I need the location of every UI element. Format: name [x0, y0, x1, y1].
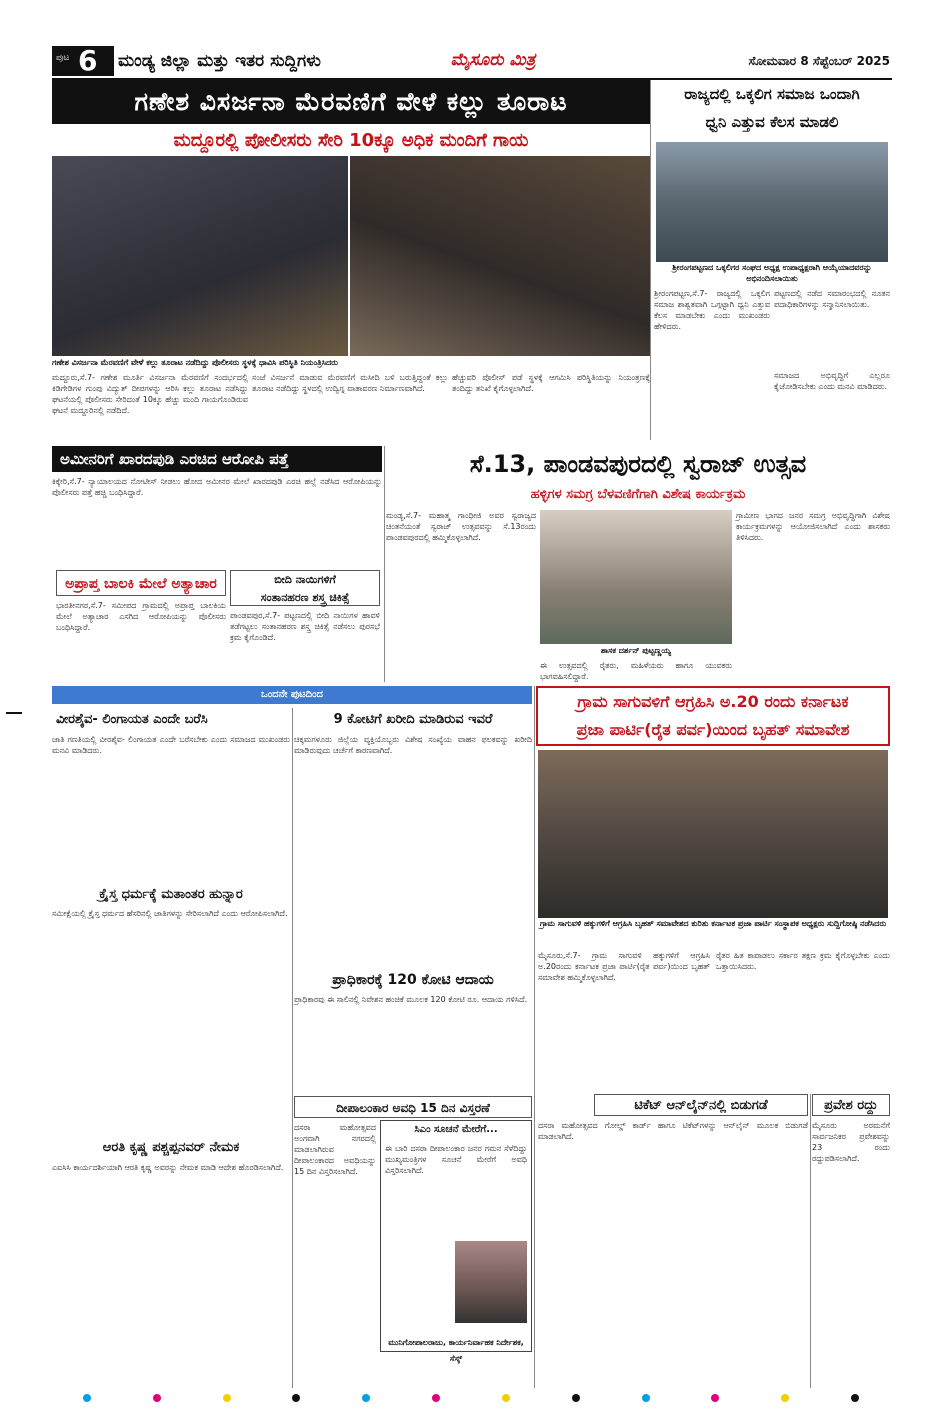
column-rule — [534, 686, 535, 1388]
right-lead-body-col-2: ಪಟ್ಟಣದಲ್ಲಿ ನಡೆದ ಸಮಾರಂಭದಲ್ಲಿ ನೂತನ ಪದಾಧಿಕಾರಿಗಳನ್ನು ಸನ್ಮಾನಿಸಲಾಯಿತು. — [774, 289, 890, 309]
story-h-body: ಪ್ರಾಧಿಕಾರವು ಈ ಸಾಲಿನಲ್ಲಿ ನಿವೇಶನ ಹಂಚಿಕೆ ಮೂಲಕ 120 ಕೋಟಿ ರೂ. ಆದಾಯ ಗಳಿಸಿದೆ. — [294, 995, 528, 1004]
column-rule — [292, 708, 293, 1388]
story-f-body: ಚಿಕ್ಕಮಗಳೂರು ಜಿಲ್ಲೆಯ ವ್ಯಕ್ತಿಯೊಬ್ಬರು ವಿಶೇಷ ಸಂಖ್ಯೆಯ ವಾಹನ ಫಲಕವನ್ನು ಖರೀದಿ ಮಾಡಿರುವುದು ಚರ್ಚೆಗೆ ಕಾರಣವಾಗಿದೆ. — [294, 735, 532, 755]
story-b-photo-portrait — [540, 510, 732, 644]
right-lead-photo-group — [656, 142, 888, 262]
story-g-headline: ಕ್ರೈಸ್ತ ಧರ್ಮಕ್ಕೆ ಮತಾಂತರ ಹುನ್ನಾರ — [99, 887, 243, 902]
margin-mark — [6, 712, 22, 714]
story-d-headline-line-1: ಬೀದಿ ನಾಯಿಗಳಿಗೆ — [274, 573, 336, 586]
right-lead-headline-line-2: ಧ್ವನಿ ಎತ್ತುವ ಕೆಲಸ ಮಾಡಲಿ — [705, 113, 839, 131]
column-rule — [810, 1094, 811, 1388]
registration-dot — [851, 1394, 859, 1402]
continued-from-front-band: ಒಂದನೇ ಪುಟದಿಂದ — [52, 686, 532, 704]
story-j-body: ಎಐಸಿಸಿ ಕಾರ್ಯದರ್ಶಿಯಾಗಿ ಆರತಿ ಕೃಷ್ಣ ಅವರನ್ನು ನೇಮಕ ಮಾಡಿ ಆದೇಶ ಹೊರಡಿಸಲಾಗಿದೆ. — [52, 1163, 284, 1172]
red-box-photo-caption: ಗ್ರಾಮ ಸಾಗುವಳಿ ಹಕ್ಕುಗಳಿಗೆ ಆಗ್ರಹಿಸಿ ಬೃಹತ್ ಸಮಾವೇಶದ ಕುರಿತು ಕರ್ನಾಟಕ ಪ್ರಜಾ ಪಾರ್ಟಿ ಸಂಸ್ಥಾಪಕ ಅಧ್ಯಕ್ಷರು ಸುದ್ದಿಗೋಷ್ಠಿ ನಡೆಸಿದರು — [539, 919, 887, 928]
registration-dot — [223, 1394, 231, 1402]
registration-dot — [153, 1394, 161, 1402]
registration-dot — [781, 1394, 789, 1402]
story-i-headline: ದೀಪಾಲಂಕಾರ ಅವಧಿ 15 ದಿನ ವಿಸ್ತರಣೆ — [294, 1096, 532, 1118]
story-b-body-col-1: ಮಂಡ್ಯ,ಸೆ.7- ಮಹಾತ್ಮ ಗಾಂಧೀಜಿ ಅವರ ಸ್ವರಾಜ್ಯದ ಚಿಂತನೆಯಂತೆ ಸ್ವರಾಜ್ ಉತ್ಸವವನ್ನು ಸೆ.13ರಂದು ಪಾಂಡವಪುರದಲ್ಲಿ ಹಮ್ಮಿಕೊಳ್ಳಲಾಗಿದೆ. — [386, 511, 536, 542]
story-a-body: ಕಿಕ್ಕೇರಿ,ಸೆ.7- ನ್ಯಾಯಾಲಯದ ನೋಟೀಸ್ ನೀಡಲು ಹೋದ ಅಮೀನರ ಮೇಲೆ ಖಾರದಪುಡಿ ಎರಚಿ ಹಲ್ಲೆ ನಡೆಸಿದ ಆರೋಪಿಯನ್ನು ಪೊಲೀಸರು ಪತ್ತೆ ಹಚ್ಚಿ ಬಂಧಿಸಿದ್ದಾರೆ. — [52, 477, 382, 497]
column-rule — [384, 446, 385, 682]
registration-dot — [642, 1394, 650, 1402]
registration-dot — [502, 1394, 510, 1402]
registration-dot — [362, 1394, 370, 1402]
story-c-headline: ಅಪ್ರಾಪ್ತ ಬಾಲಕಿ ಮೇಲೆ ಅತ್ಯಾಚಾರ — [56, 570, 226, 596]
lead-subheadline: ಮದ್ದೂರಲ್ಲಿ ಪೋಲೀಸರು ಸೇರಿ 10ಕ್ಕೂ ಅಧಿಕ ಮಂದಿಗೆ ಗಾಯ — [173, 130, 529, 151]
story-e-headline: ವೀರಶೈವ- ಲಿಂಗಾಯತ ಎಂದೇ ಬರೆಸಿ — [56, 712, 208, 727]
story-b-headline: ಸೆ.13, ಪಾಂಡವಪುರದಲ್ಲಿ ಸ್ವರಾಜ್ ಉತ್ಸವ — [469, 450, 807, 478]
right-lead-body-col-3: ಸಮಾಜದ ಅಭಿವೃದ್ಧಿಗೆ ಎಲ್ಲರೂ ಕೈಜೋಡಿಸಬೇಕು ಎಂದು ಮನವಿ ಮಾಡಿದರು. — [774, 371, 890, 391]
right-lead-headline — [654, 80, 890, 140]
color-registration-strip — [52, 1392, 890, 1404]
red-box-headline-line-2: ಪ್ರಜಾ ಪಾರ್ಟಿ(ರೈತ ಪರ್ವ)ಯಿಂದ ಬೃಹತ್ ಸಮಾವೇಶ — [576, 720, 850, 739]
story-l-headline: ಪ್ರವೇಶ ರದ್ದು — [812, 1094, 890, 1116]
story-d-headline — [230, 570, 380, 606]
page-number: 6 — [78, 44, 98, 77]
story-c-body: ಭಾರತೀನಗರ,ಸೆ.7- ಸಮೀಪದ ಗ್ರಾಮದಲ್ಲಿ ಅಪ್ರಾಪ್ತ ಬಾಲಕಿಯ ಮೇಲೆ ಅತ್ಯಾಚಾರ ಎಸಗಿದ ಆರೋಪಿಯನ್ನು ಪೊಲೀಸರು ಬಂಧಿಸಿದ್ದಾರೆ. — [56, 601, 226, 632]
column-rule — [650, 80, 651, 440]
registration-dot — [572, 1394, 580, 1402]
story-b-subheadline: ಹಳ್ಳಿಗಳ ಸಮಗ್ರ ಬೆಳವಣಿಗೆಗಾಗಿ ವಿಶೇಷ ಕಾರ್ಯಕ್ರಮ — [530, 487, 746, 502]
story-b-body-col-3: ಈ ಉತ್ಸವದಲ್ಲಿ ರೈತರು, ಮಹಿಳೆಯರು ಹಾಗೂ ಯುವಕರು ಭಾಗವಹಿಸಲಿದ್ದಾರೆ. — [540, 661, 732, 681]
red-box-photo-meeting — [538, 750, 888, 918]
red-box-headline-line-1: ಗ್ರಾಮ ಸಾಗುವಳಿಗೆ ಆಗ್ರಹಿಸಿ ಅ.20 ರಂದು ಕರ್ನಾಟಕ — [577, 692, 849, 711]
page-label: ಪುಟ — [56, 53, 70, 63]
registration-dot — [432, 1394, 440, 1402]
cm-note-box — [380, 1120, 532, 1363]
story-e-body: ಜಾತಿ ಗಣತಿಯಲ್ಲಿ ವೀರಶೈವ- ಲಿಂಗಾಯತ ಎಂದೇ ಬರೆಸಬೇಕು ಎಂದು ಸಮಾಜದ ಮುಖಂಡರು ಮನವಿ ಮಾಡಿದರು. — [52, 735, 290, 755]
story-d-body: ಪಾಂಡವಪುರ,ಸೆ.7- ಪಟ್ಟಣದಲ್ಲಿ ಬೀದಿ ನಾಯಿಗಳ ಹಾವಳಿ ತಡೆಗಟ್ಟಲು ಸಂತಾನಹರಣ ಶಸ್ತ್ರ ಚಿಕಿತ್ಸೆ ನಡೆಸಲು ಪುರಸಭೆ ಕ್ರಮ ಕೈಗೊಂಡಿದೆ. — [230, 611, 380, 642]
story-d-headline-line-2: ಸಂತಾನಹರಣ ಶಸ್ತ್ರ ಚಿಕಿತ್ಸೆ — [260, 591, 350, 604]
lead-photo-caption: ಗಣೇಶ ವಿಸರ್ಜನಾ ಮೆರವಣಿಗೆ ವೇಳೆ ಕಲ್ಲು ತೂರಾಟ ನಡೆದಿದ್ದು ಪೊಲೀಸರು ಸ್ಥಳಕ್ಕೆ ಧಾವಿಸಿ ಪರಿಸ್ಥಿತಿ ನಿಯಂತ್ರಿಸಿದರು — [52, 358, 338, 367]
story-h-headline: ಪ್ರಾಧಿಕಾರಕ್ಕೆ 120 ಕೋಟಿ ಆದಾಯ — [332, 972, 494, 988]
lead-body-col-1: ಮದ್ದೂರು,ಸೆ.7- ಗಣೇಶ ಮೂರ್ತಿ ವಿಸರ್ಜನಾ ಮೆರವಣಿಗೆ ಸಂದರ್ಭದಲ್ಲಿ ಕಿಡಿಗೇಡಿಗಳ ಗುಂಪು ವಿದ್ಯುತ್ ದೀಪಗಳನ್ನು ಆರಿಸಿ ಕಲ್ಲು ತೂರಾಟ ನಡೆಸಿದ್ದು ಘಟನೆಯಲ್ಲಿ ಪೊಲೀಸರು ಸೇರಿದಂತೆ 10ಕ್ಕೂ ಹೆಚ್ಚು ಮಂದಿ ಗಾಯಗೊಂಡಿರುವ ಘಟನೆ ಮದ್ದೂರಿನಲ್ಲಿ ನಡೆದಿದೆ. — [52, 373, 248, 415]
lead-photo-police — [350, 156, 650, 356]
newspaper-logo: ಮೈಸೂರು ಮಿತ್ರ — [450, 50, 536, 70]
red-box-headline — [536, 686, 890, 746]
story-l-body: ಮೈಸೂರು ಅರಮನೆಗೆ ಸಾರ್ವಜನಿಕರ ಪ್ರವೇಶವನ್ನು 23 ರಂದು ರದ್ದುಪಡಿಸಲಾಗಿದೆ. — [812, 1121, 890, 1163]
cm-note-title: ಸಿಎಂ ಸೂಚನೆ ಮೇರೆಗೆ... — [414, 1124, 498, 1135]
red-box-body-col-1: ಮೈಸೂರು,ಸೆ.7- ಗ್ರಾಮ ಸಾಗುವಳಿ ಹಕ್ಕುಗಳಿಗೆ ಆಗ್ರಹಿಸಿ ಅ.20ರಂದು ಕರ್ನಾಟಕ ಪ್ರಜಾ ಪಾರ್ಟಿ(ರೈತ ಪರ್ವ)ಯಿಂದ ಬೃಹತ್ ಸಮಾವೇಶ ಹಮ್ಮಿಕೊಳ್ಳಲಾಗಿದೆ. — [538, 951, 710, 982]
story-b-body-col-2: ಗ್ರಾಮೀಣ ಭಾಗದ ಜನರ ಸಮಗ್ರ ಅಭಿವೃದ್ಧಿಗಾಗಿ ವಿಶೇಷ ಕಾರ್ಯಕ್ರಮಗಳನ್ನು ಆಯೋಜಿಸಲಾಗಿದೆ ಎಂದು ಶಾಸಕರು ತಿಳಿಸಿದರು. — [736, 511, 890, 542]
right-lead-caption: ಶ್ರೀರಂಗಪಟ್ಟಣದ ಒಕ್ಕಲಿಗರ ಸಂಘದ ಅಧ್ಯಕ್ಷ ಉಪಾಧ್ಯಕ್ಷರಾಗಿ ಆಯ್ಕೆಯಾದವರನ್ನು ಅಭಿನಂದಿಸಲಾಯಿತು — [672, 263, 872, 283]
section-title: ಮಂಡ್ಯ ಜಿಲ್ಲಾ ಮತ್ತು ಇತರ ಸುದ್ದಿಗಳು — [118, 51, 321, 71]
registration-dot — [292, 1394, 300, 1402]
story-b-photo-caption: ಶಾಸಕ ದರ್ಶನ್ ಪುಟ್ಟಣ್ಣಯ್ಯ — [600, 646, 672, 655]
red-box-body-col-2: ರೈತರ ಹಿತ ಕಾಪಾಡಲು ಸರ್ಕಾರ ತಕ್ಷಣ ಕ್ರಮ ಕೈಗೊಳ್ಳಬೇಕು ಎಂದು ಒತ್ತಾಯಿಸಿದರು. — [716, 951, 890, 971]
page-number-tag — [52, 46, 114, 76]
story-g-body: ಸಮೀಕ್ಷೆಯಲ್ಲಿ ಕ್ರೈಸ್ತ ಧರ್ಮದ ಹೆಸರಿನಲ್ಲಿ ಜಾತಿಗಳನ್ನು ಸೇರಿಸಲಾಗಿದೆ ಎಂದು ಆರೋಪಿಸಲಾಗಿದೆ. — [52, 909, 288, 918]
story-j-headline: ಆರತಿ ಕೃಷ್ಣ ಪಶ್ಚಪ್ಪನವರ್ ನೇಮಕ — [102, 1140, 240, 1155]
cm-note-name: ಮುನಿಗೋಪಾಲರಾಜು, ಕಾರ್ಯನಿರ್ವಾಹಕ ನಿರ್ದೇಶಕ, ಸೆಸ್ಕ್ — [388, 1338, 524, 1363]
lead-body-col-3: ಹೆಚ್ಚುವರಿ ಪೊಲೀಸ್ ಪಡೆ ಸ್ಥಳಕ್ಕೆ ಆಗಮಿಸಿ ಪರಿಸ್ಥಿತಿಯನ್ನು ನಿಯಂತ್ರಣಕ್ಕೆ ತಂದಿದ್ದು ತನಿಖೆ ಕೈಗೊಳ್ಳಲಾಗಿದೆ. — [452, 373, 650, 393]
right-lead-headline-line-1: ರಾಜ್ಯದಲ್ಲಿ ಒಕ್ಕಲಿಗ ಸಮಾಜ ಒಂದಾಗಿ — [684, 85, 860, 103]
registration-dot — [711, 1394, 719, 1402]
story-k-body: ದಸರಾ ಮಹೋತ್ಸವದ ಗೋಲ್ಡ್ ಕಾರ್ಡ್ ಹಾಗೂ ಟಿಕೆಟ್‌ಗಳನ್ನು ಆನ್‌ಲೈನ್ ಮೂಲಕ ಬಿಡುಗಡೆ ಮಾಡಲಾಗಿದೆ. — [538, 1121, 808, 1141]
story-a-headline: ಅಮೀನರಿಗೆ ಖಾರದಪುಡಿ ಎರಚಿದ ಆರೋಪಿ ಪತ್ತೆ — [52, 446, 382, 472]
lead-headline: ಗಣೇಶ ವಿಸರ್ಜನಾ ಮೆರವಣಿಗೆ ವೇಳೆ ಕಲ್ಲು ತೂರಾಟ — [52, 80, 650, 124]
cm-note-body: ಈ ಬಾರಿ ದಸರಾ ದೀಪಾಲಂಕಾರ ಜನರ ಗಮನ ಸೆಳೆದಿದ್ದು ಮುಖ್ಯಮಂತ್ರಿಗಳ ಸೂಚನೆ ಮೇರೆಗೆ ಅವಧಿ ವಿಸ್ತರಿಸಲಾಗಿದೆ. — [385, 1144, 527, 1175]
right-lead-body-col-1: ಶ್ರೀರಂಗಪಟ್ಟಣ,ಸೆ.7- ರಾಜ್ಯದಲ್ಲಿ ಒಕ್ಕಲಿಗ ಸಮಾಜ ಶಾಶ್ವತವಾಗಿ ಒಗ್ಗಟ್ಟಾಗಿ ಧ್ವನಿ ಎತ್ತುವ ಕೆಲಸ ಮಾಡಬೇಕು ಎಂದು ಮುಖಂಡರು ಹೇಳಿದರು. — [654, 289, 770, 331]
registration-dot — [83, 1394, 91, 1402]
lead-body-col-2: ಸಂಜೆ ವಿಸರ್ಜನೆ ಮಾಡುವ ಮೆರವಣಿಗೆ ಮಸೀದಿ ಬಳಿ ಬರುತ್ತಿದ್ದಂತೆ ಕಲ್ಲು ತೂರಾಟ ನಡೆದಿದ್ದು ಸ್ಥಳದಲ್ಲಿ ಉದ್ವಿಗ್ನ ವಾತಾವರಣ ನಿರ್ಮಾಣವಾಗಿದೆ. — [252, 373, 448, 393]
story-k-headline: ಟಿಕೆಟ್ ಆನ್‌ಲೈನ್‌ನಲ್ಲಿ ಬಿಡುಗಡೆ — [594, 1094, 808, 1116]
story-f-headline: 9 ಕೋಟಿಗೆ ಖರೀದಿ ಮಾಡಿರುವ ಇವರೆ — [333, 712, 493, 727]
cm-note-portrait — [455, 1241, 527, 1323]
lead-photo-crowd — [52, 156, 348, 356]
story-i-body: ದಸರಾ ಮಹೋತ್ಸವದ ಅಂಗವಾಗಿ ನಗರದಲ್ಲಿ ಮಾಡಲಾಗಿರುವ ದೀಪಾಲಂಕಾರದ ಅವಧಿಯನ್ನು 15 ದಿನ ವಿಸ್ತರಿಸಲಾಗಿದೆ. — [294, 1123, 376, 1176]
dateline: ಸೋಮವಾರ 8 ಸೆಪ್ಟೆಂಬರ್ 2025 — [748, 54, 890, 68]
